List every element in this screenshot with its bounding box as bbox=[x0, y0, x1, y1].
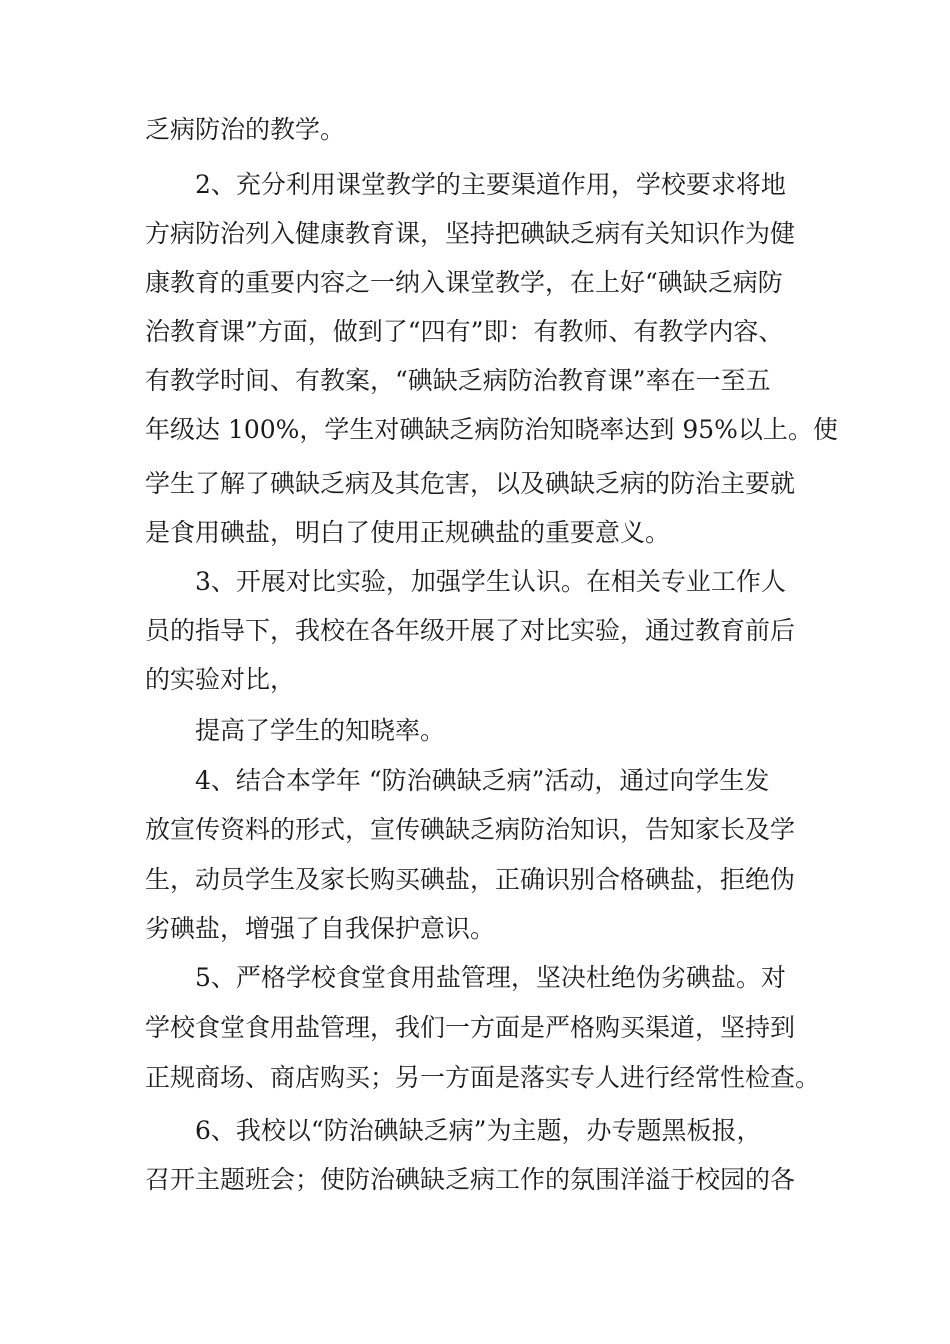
text-line: 学生了解了碘缺乏病及其危害，以及碘缺乏病的防治主要就 bbox=[145, 469, 796, 498]
text-line: 年级达 100%，学生对碘缺乏病防治知晓率达到 95%以上。使 bbox=[145, 415, 838, 444]
paragraph-6-line: 6、我校以“防治碘缺乏病”为主题，办专题黑板报， bbox=[195, 1116, 762, 1145]
text-line: 劣碘盐，增强了自我保护意识。 bbox=[145, 914, 496, 943]
paragraph-2-line: 2、充分利用课堂教学的主要渠道作用，学校要求将地 bbox=[195, 170, 786, 199]
text-line: 是食用碘盐，明白了使用正规碘盐的重要意义。 bbox=[145, 518, 671, 547]
text-line: 有教学时间、有教案，“碘缺乏病防治教育课”率在一至五 bbox=[145, 366, 771, 395]
text-line: 的实验对比， bbox=[145, 665, 296, 694]
text-line: 治教育课”方面，做到了“四有”即：有教师、有教学内容、 bbox=[145, 317, 784, 346]
text-line: 召开主题班会；使防治碘缺乏病工作的氛围洋溢于校园的各 bbox=[145, 1165, 796, 1194]
text-line: 乏病防治的教学。 bbox=[145, 115, 346, 144]
text-line: 生，动员学生及家长购买碘盐，正确识别合格碘盐，拒绝伪 bbox=[145, 865, 796, 894]
paragraph-4-line: 4、结合本学年 “防治碘缺乏病”活动，通过向学生发 bbox=[195, 766, 770, 795]
text-line: 正规商场、商店购买；另一方面是落实专人进行经常性检查。 bbox=[145, 1063, 821, 1092]
text-line: 方病防治列入健康教育课，坚持把碘缺乏病有关知识作为健 bbox=[145, 219, 796, 248]
text-line: 员的指导下，我校在各年级开展了对比实验，通过教育前后 bbox=[145, 616, 796, 645]
text-line: 康教育的重要内容之一纳入课堂教学，在上好“碘缺乏病防 bbox=[145, 268, 783, 297]
paragraph-5-line: 5、严格学校食堂食用盐管理，坚决杜绝伪劣碘盐。对 bbox=[195, 963, 786, 992]
text-line: 提高了学生的知晓率。 bbox=[195, 716, 446, 745]
text-line: 学校食堂食用盐管理，我们一方面是严格购买渠道，坚持到 bbox=[145, 1013, 796, 1042]
text-line: 放宣传资料的形式，宣传碘缺乏病防治知识，告知家长及学 bbox=[145, 815, 796, 844]
paragraph-3-line: 3、开展对比实验，加强学生认识。在相关专业工作人 bbox=[195, 567, 786, 596]
